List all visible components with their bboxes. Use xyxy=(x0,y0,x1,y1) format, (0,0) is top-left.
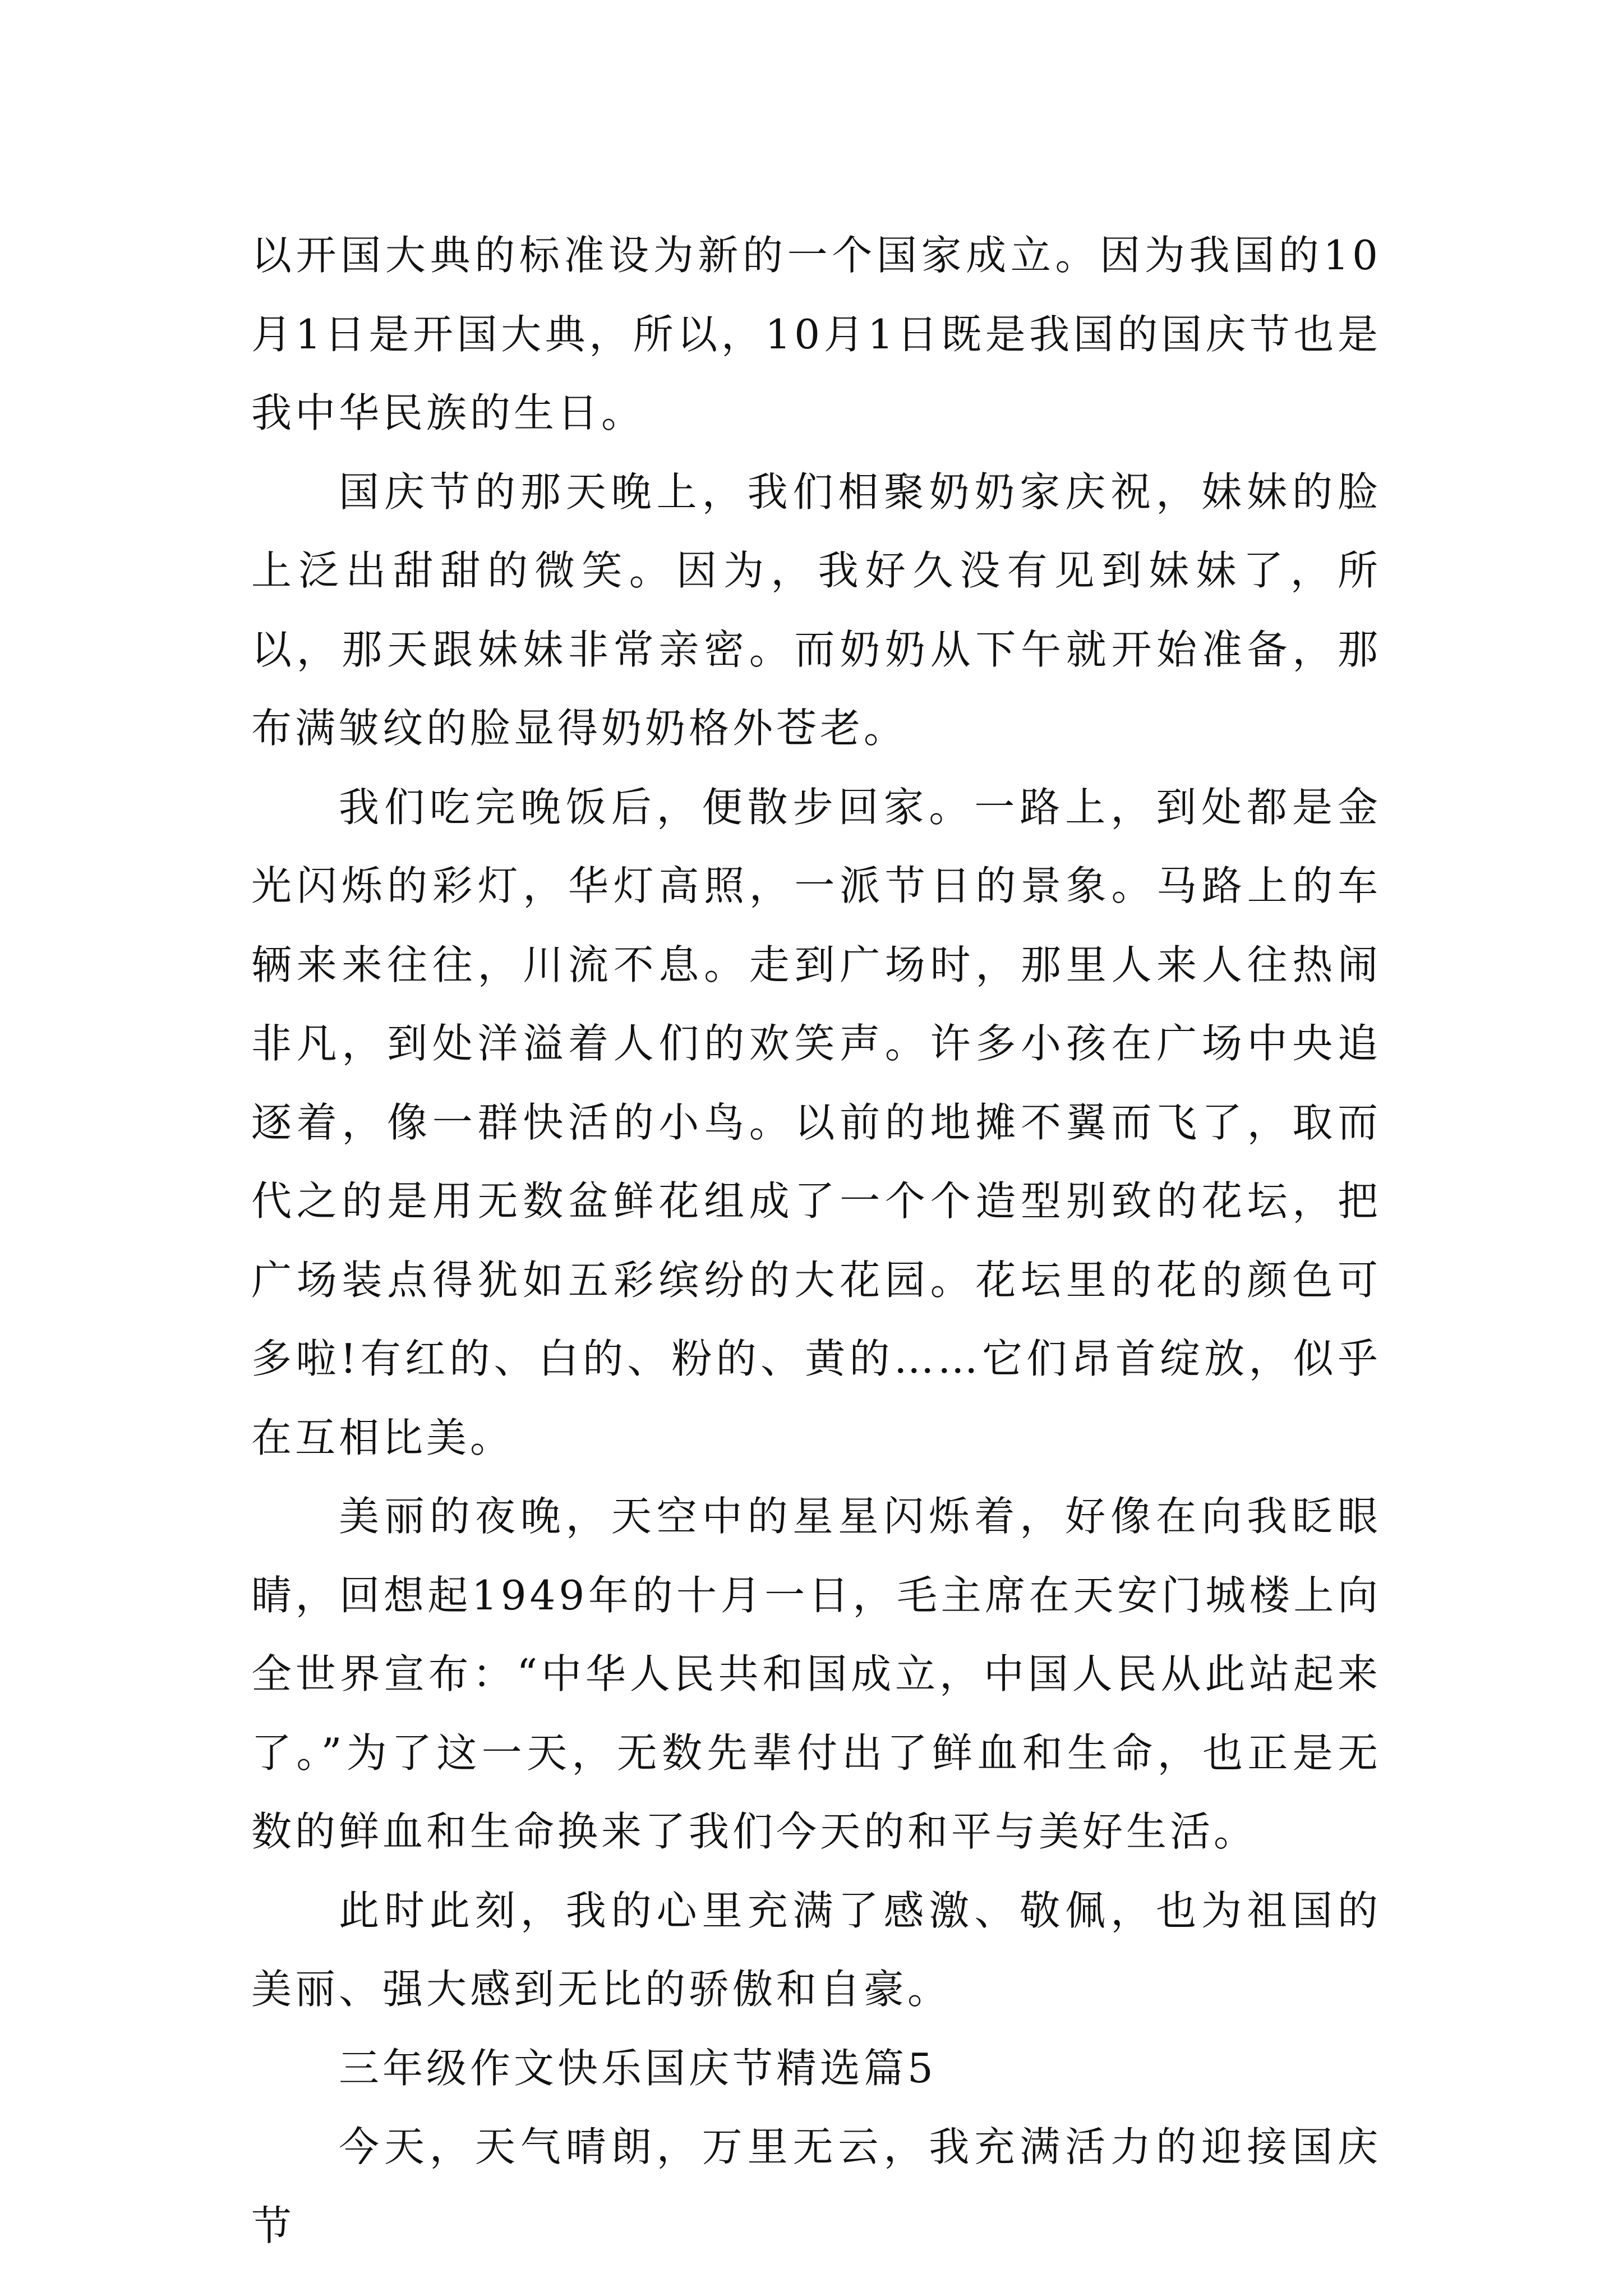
paragraph-5: 此时此刻，我的心里充满了感激、敬佩，也为祖国的美丽、强大感到无比的骄傲和自豪。 xyxy=(251,1887,1381,2013)
paragraph-3: 我们吃完晚饭后，便散步回家。一路上，到处都是金光闪烁的彩灯，华灯高照，一派节日的景象。马路上的车辆来来往往，川流不息。走到广场时，那里人来人往热闹非凡，到处洋溢着人们的欢笑声。许多小孩在广场中央追逐着，像一群快活的小鸟。以前的地摊不翼而飞了，取而代之的是用无数盆鲜花组成了一个个造型别致的花坛，把广场装点得犹如五彩缤纷的大花园。花坛里的花的颜色可多啦!有红的、白的、粉的、黄的……它们昂首绽放，似乎在互相比美。 xyxy=(251,783,1381,1461)
document-body xyxy=(251,216,1381,2265)
paragraph-6: 今天，天气晴朗，万里无云，我充满活力的迎接国庆节 xyxy=(251,2123,1381,2249)
paragraph-1: 以开国大典的标准设为新的一个国家成立。因为我国的10月1日是开国大典，所以，10月1日既是我国的国庆节也是我中华民族的生日。 xyxy=(251,232,1381,436)
paragraph-4: 美丽的夜晚，天空中的星星闪烁着，好像在向我眨眼睛，回想起1949年的十月一日，毛主席在天安门城楼上向全世界宣布：“中华人民共和国成立，中国人民从此站起来了。”为了这一天，无数先辈付出了鲜血和生命，也正是无数的鲜血和生命换来了我们今天的和平与美好生活。 xyxy=(251,1493,1381,1855)
section-heading: 三年级作文快乐国庆节精选篇5 xyxy=(339,2044,937,2092)
paragraph-2: 国庆节的那天晚上，我们相聚奶奶家庆祝，妹妹的脸上泛出甜甜的微笑。因为，我好久没有见到妹妹了，所以，那天跟妹妹非常亲密。而奶奶从下午就开始准备，那布满皱纹的脸显得奶奶格外苍老。 xyxy=(251,468,1381,752)
